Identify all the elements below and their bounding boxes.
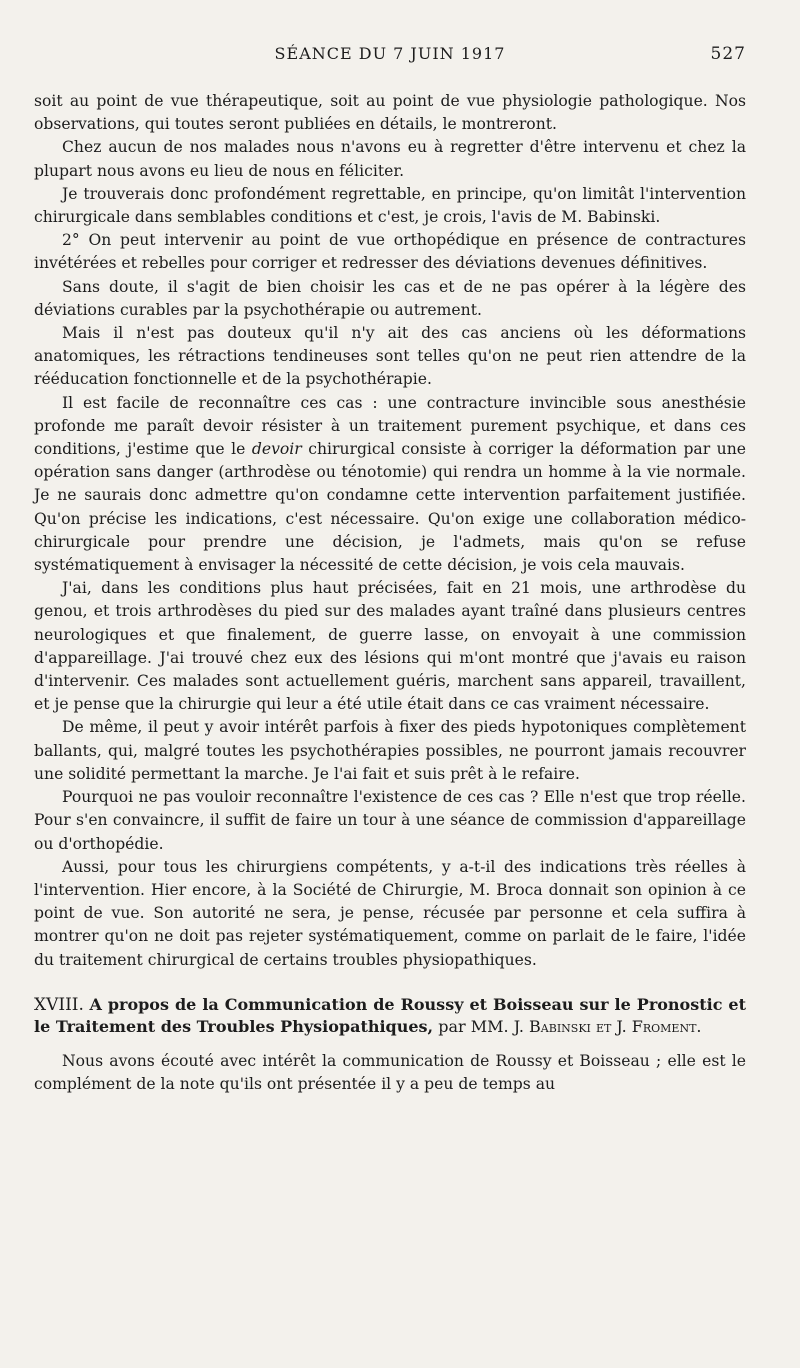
page-number: 527 xyxy=(710,44,746,64)
paragraph: 2° On peut intervenir au point de vue orthopédique en présence de contractures invétérées et rebelles pour corriger et redresser des déviations devenues définitives. xyxy=(34,231,746,273)
paragraph: Pourquoi ne pas vouloir reconnaître l'existence de ces cas ? Elle n'est que trop réelle. Pour s'en convaincre, il suffit de faire un tour à une séance de commission d'appareillage ou d'orthopédie. xyxy=(34,788,746,853)
paragraph: Chez aucun de nos malades nous n'avons eu à regretter d'être intervenu et chez la plupart nous avons eu lieu de nous en féliciter. xyxy=(34,138,746,180)
paragraph: Je trouverais donc profondément regrettable, en principe, qu'on limitât l'intervention chirurgicale dans semblables conditions et c'est, je crois, l'avis de M. Babinski. xyxy=(34,184,746,227)
paragraph: J'ai, dans les conditions plus haut précisées, fait en 21 mois, une arthrodèse du genou, et trois arthrodèses du pied sur des malades ayant traîné dans plusieurs centres neurologiques et que finalement, de guerre lasse, on envoyait à une commission d'appareillage. J'ai trouvé chez eux des lésions qui m'ont montré que j'avais eu raison d'intervenir. Ces malades sont actuellement guéris, marchent sans appareil, travaillent, et je pense que la chirurgie qui leur a été utile était dans ce cas vraiment nécessaire. xyxy=(34,579,746,714)
running-head xyxy=(34,44,746,74)
italic-word: devoir xyxy=(251,440,302,459)
section-authors: MM. J. Babinski et J. Froment. xyxy=(470,1016,702,1036)
page xyxy=(34,44,746,1096)
paragraph-text: chirurgical consiste à corriger la déformation par une opération sans danger (arthrodèse ou ténotomie) qui rendra un homme à la vie normale. Je ne saurais donc admettre qu'on condamne cette intervention parfaitement justifiée. Qu'on précise les indications, c'est nécessaire. Qu'on exige une collaboration médico-chirurgicale pour prendre une décision, je l'admets, mais qu'on se refuse systématiquement à envisager la nécessité de cette décision, je vois cela mauvais. xyxy=(34,440,746,575)
paragraph: Sans doute, il s'agit de bien choisir les cas et de ne pas opérer à la légère des déviations curables par la psychothérapie ou autrement. xyxy=(34,277,746,319)
section-body xyxy=(34,1050,746,1096)
section-par: par xyxy=(438,1016,466,1036)
paragraph: Mais il n'est pas douteux qu'il n'y ait des cas anciens où les déformations anatomiques, les rétractions tendineuses sont telles qu'on ne peut rien attendre de la rééducation fonctionnelle et de la psychothérapie. xyxy=(34,324,746,389)
body-text xyxy=(34,90,746,972)
paragraph: Aussi, pour tous les chirurgiens compétents, y a-t-il des indications très réelles à l'intervention. Hier encore, à la Société de Chirurgie, M. Broca donnait son opinion à ce point de vue. Son autorité ne sera, je pense, récusée par personne et cela suffira à montrer qu'on ne doit pas rejeter systématiquement, comme on parlait de le faire, l'idée du traitement chirurgical de certains troubles physiopathiques. xyxy=(34,857,746,969)
paragraph: De même, il peut y avoir intérêt parfois à fixer des pieds hypotoniques complètement ballants, qui, malgré toutes les psychothérapies possibles, ne pourront jamais recouvrer une solidité permettant la marche. Je l'ai fait et suis prêt à le refaire. xyxy=(34,718,746,783)
paragraph: soit au point de vue thérapeutique, soit au point de vue physiologie pathologique. Nos observations, qui toutes seront publiées en détails, le montreront. xyxy=(34,92,746,134)
paragraph-text: Il est facile de reconnaître ces cas : une contracture invincible sous anesthésie profonde me paraît devoir résister à un traitement purement psychique, et dans ces conditions, j'estime que le xyxy=(34,393,746,459)
section-heading xyxy=(34,994,746,1038)
paragraph: Nous avons écouté avec intérêt la communication de Roussy et Boisseau ; elle est le complément de la note qu'ils ont présentée il y a peu de temps au xyxy=(34,1051,746,1093)
section-number: XVIII. xyxy=(34,994,84,1015)
paragraph-contracture xyxy=(34,392,746,578)
section-title: A propos de la Communication de Roussy et Boisseau sur le Pronostic et le Traitement des Troubles Physiopathiques, xyxy=(34,994,746,1036)
running-title: SÉANCE DU 7 JUIN 1917 xyxy=(274,44,506,63)
